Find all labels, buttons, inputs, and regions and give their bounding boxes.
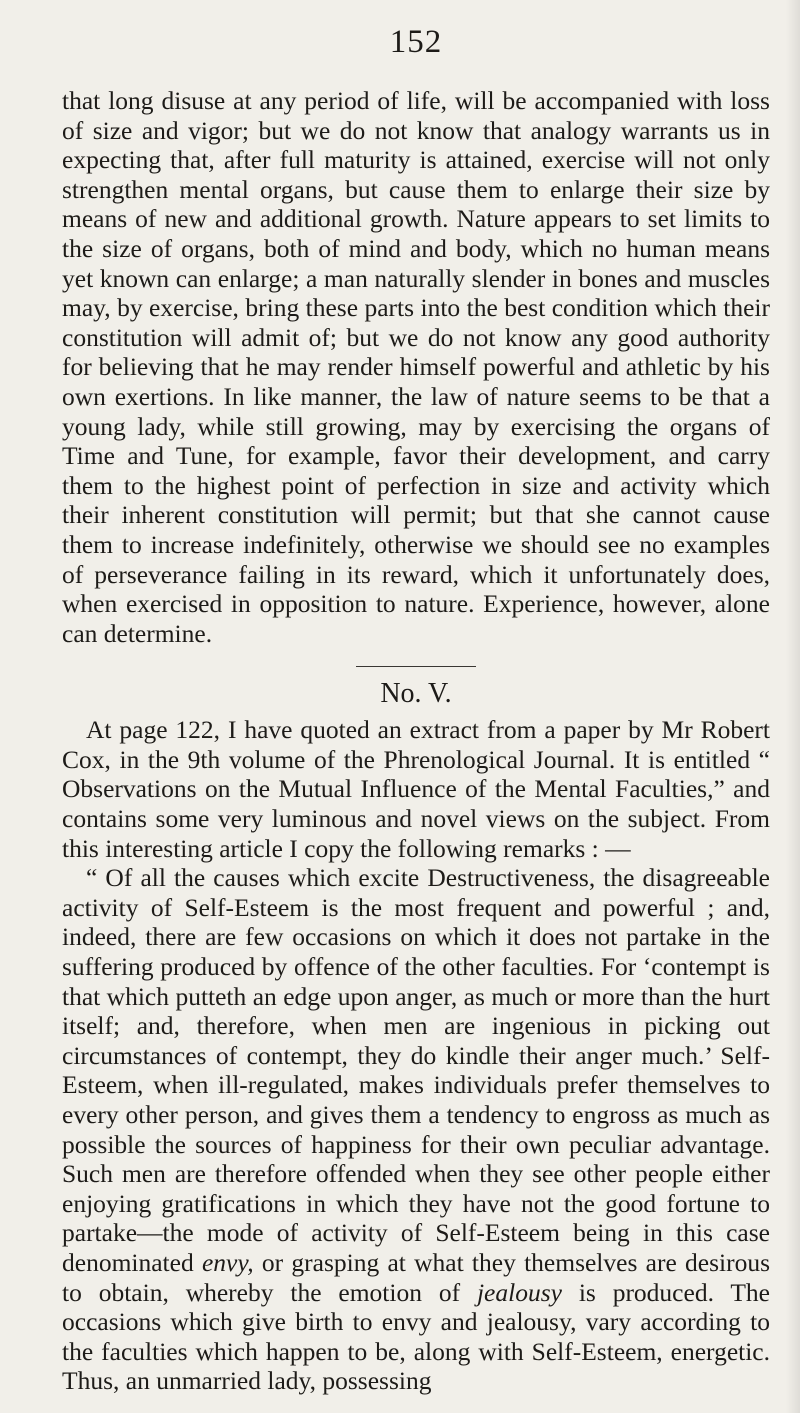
section-divider xyxy=(356,666,476,667)
quote-text: “ Of all the causes which excite Destructiveness, the disagreeable activity of Self-Esteem is the most frequent and powerful ; and, indeed, there are few occasions on which it does not partake in the suffering produced by offence of the other faculties. For ‘contempt is that which putteth an edge upon anger, as much or more than the hurt itself; and, therefore, when men are ingenious in picking out circumstances of contempt, they do kindle their anger much.’ Self-Esteem, when ill-regulated, makes individuals prefer themselves to every other person, and gives them a tendency to engross as much as possible the sources of happiness for their own peculiar advantage. Such men are therefore offended when they see other people either enjoying gratifications in which they have not the good fortune to partake—the mode of activity of Self-Esteem being in this case denominated xyxy=(62,863,770,1277)
page-edge-shadow xyxy=(786,0,800,1413)
body-paragraph: that long disuse at any period of life, will be accompanied with loss of size and vigor; but we do not know that analogy warrants us in expecting that, after full maturity is attained, exercise will not only strengthen mental organs, but cause them to enlarge their size by means of new and additional growth. Nature appears to set limits to the size of organs, both of mind and body, which no human means yet known can enlarge; a man naturally slender in bones and muscles may, by exercise, bring these parts into the best condition which their constitution will admit of; but we do not know any good authority for believing that he may render himself powerful and athletic by his own exertions. In like manner, the law of nature seems to be that a young lady, while still growing, may by exercising the organs of Time and Tune, for example, favor their development, and carry them to the highest point of perfection in size and activity which their inherent constitution will permit; but that she cannot cause them to increase indefinitely, otherwise we should see no examples of perseverance failing in its reward, which it unfortunately does, when exercised in opposition to nature. Experience, however, alone can determine. xyxy=(62,86,770,648)
quote-text: is produced. The occasions which give birth to envy and jealousy, vary according to the faculties which happen to be, along with Self-Esteem, energetic. Thus, an unmarried lady, possessing xyxy=(62,1277,771,1396)
emphasis-envy: envy, xyxy=(201,1247,254,1277)
body-paragraph: At page 122, I have quoted an extract from a paper by Mr Robert Cox, in the 9th volume of the Phrenological Journal. It is entitled “ Observations on the Mutual Influence of the Mental Faculties,” and contains some very luminous and novel views on the subject. From this interesting article I copy the following remarks : — xyxy=(62,715,770,863)
quoted-paragraph xyxy=(62,863,770,1396)
page-number: 152 xyxy=(389,24,443,60)
section-heading: No. V. xyxy=(380,678,452,710)
emphasis-jealousy: jealousy xyxy=(476,1277,562,1307)
quote-text: or grasping at what they themselves are desirous to obtain, whereby the emotion of xyxy=(62,1247,771,1307)
